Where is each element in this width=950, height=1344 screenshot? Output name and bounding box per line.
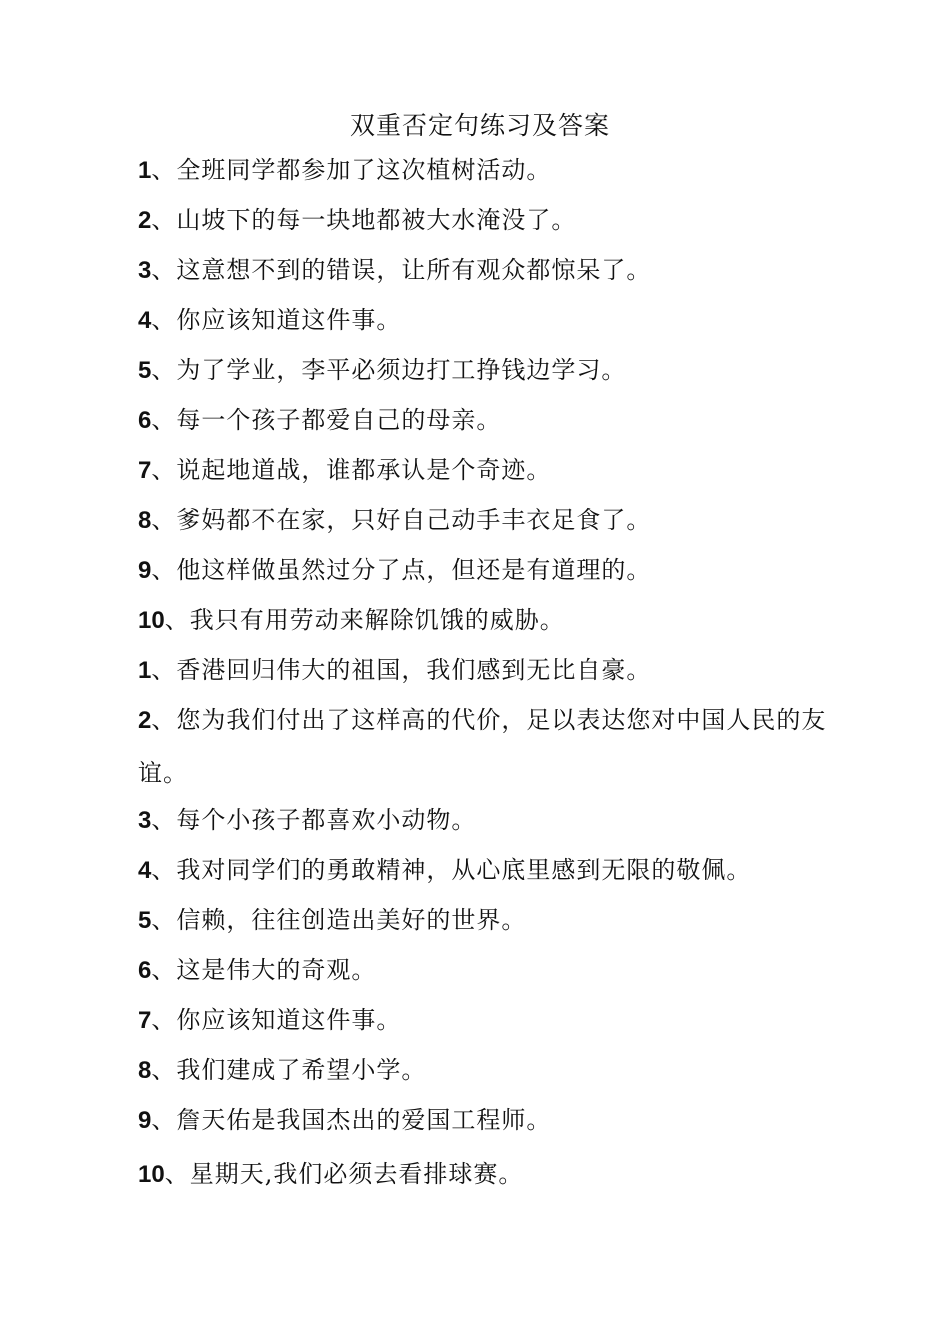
item-text: 、山坡下的每一块地都被大水淹没了。 [151, 206, 577, 234]
list-item [138, 550, 838, 600]
list-item [138, 350, 838, 400]
item-text: 、你应该知道这件事。 [151, 306, 402, 334]
item-text: 、信赖，往往创造出美好的世界。 [151, 906, 527, 934]
list-item [138, 400, 838, 450]
item-text: 、我对同学们的勇敢精神，从心底里感到无限的敬佩。 [151, 856, 752, 884]
list-item [138, 250, 838, 300]
item-text: 、为了学业，李平必须边打工挣钱边学习。 [151, 356, 627, 384]
item-text: 、你应该知道这件事。 [151, 1006, 402, 1034]
item-text: 、您为我们付出了这样高的代价，足以表达您对中国人民的友谊。 [138, 706, 827, 787]
list-item [138, 1154, 838, 1204]
item-text: 、我只有用劳动来解除饥饿的威胁。 [164, 606, 565, 634]
list-item [138, 950, 838, 1000]
item-number: 7 [138, 1007, 152, 1034]
item-text: 、香港回归伟大的祖国，我们感到无比自豪。 [151, 656, 652, 684]
item-number: 5 [138, 357, 152, 384]
item-number: 8 [138, 1057, 152, 1084]
item-number: 10 [138, 607, 165, 634]
item-text: 、全班同学都参加了这次植树活动。 [151, 156, 552, 184]
list-item [138, 850, 838, 900]
document-title: 双重否定句练习及答案 [349, 111, 610, 140]
item-text: 、他这样做虽然过分了点，但还是有道理的。 [151, 556, 652, 584]
item-number: 9 [138, 557, 152, 584]
list-item [138, 1100, 838, 1150]
list-item [138, 900, 838, 950]
list-item [138, 600, 838, 650]
item-text: 、我们建成了希望小学。 [151, 1056, 427, 1084]
item-text: 、每一个孩子都爱自己的母亲。 [151, 406, 502, 434]
item-number: 2 [138, 707, 152, 734]
item-number: 5 [138, 907, 152, 934]
list-item [138, 650, 838, 700]
item-number: 2 [138, 207, 152, 234]
list-item [138, 694, 838, 794]
list-item [138, 1000, 838, 1050]
item-text: 、爹妈都不在家，只好自己动手丰衣足食了。 [151, 506, 652, 534]
item-number: 6 [138, 957, 152, 984]
item-text: 、星期天,我们必须去看排球赛。 [164, 1160, 524, 1188]
list-item [138, 450, 838, 500]
item-number: 4 [138, 857, 152, 884]
item-text: 、每个小孩子都喜欢小动物。 [151, 806, 477, 834]
item-text: 、这意想不到的错误，让所有观众都惊呆了。 [151, 256, 652, 284]
list-item [138, 500, 838, 550]
item-number: 7 [138, 457, 152, 484]
item-number: 10 [138, 1161, 165, 1188]
item-number: 3 [138, 257, 152, 284]
list-item [138, 150, 838, 200]
item-number: 4 [138, 307, 152, 334]
item-number: 9 [138, 1107, 152, 1134]
item-text: 、这是伟大的奇观。 [151, 956, 377, 984]
item-text: 、说起地道战，谁都承认是个奇迹。 [151, 456, 552, 484]
list-item [138, 1050, 838, 1100]
list-item [138, 200, 838, 250]
item-number: 1 [138, 157, 152, 184]
item-number: 3 [138, 807, 152, 834]
item-number: 8 [138, 507, 152, 534]
item-text: 、詹天佑是我国杰出的爱国工程师。 [151, 1106, 552, 1134]
item-number: 6 [138, 407, 152, 434]
list-item [138, 300, 838, 350]
item-number: 1 [138, 657, 152, 684]
list-item [138, 800, 838, 850]
sentence-list [138, 150, 838, 1204]
